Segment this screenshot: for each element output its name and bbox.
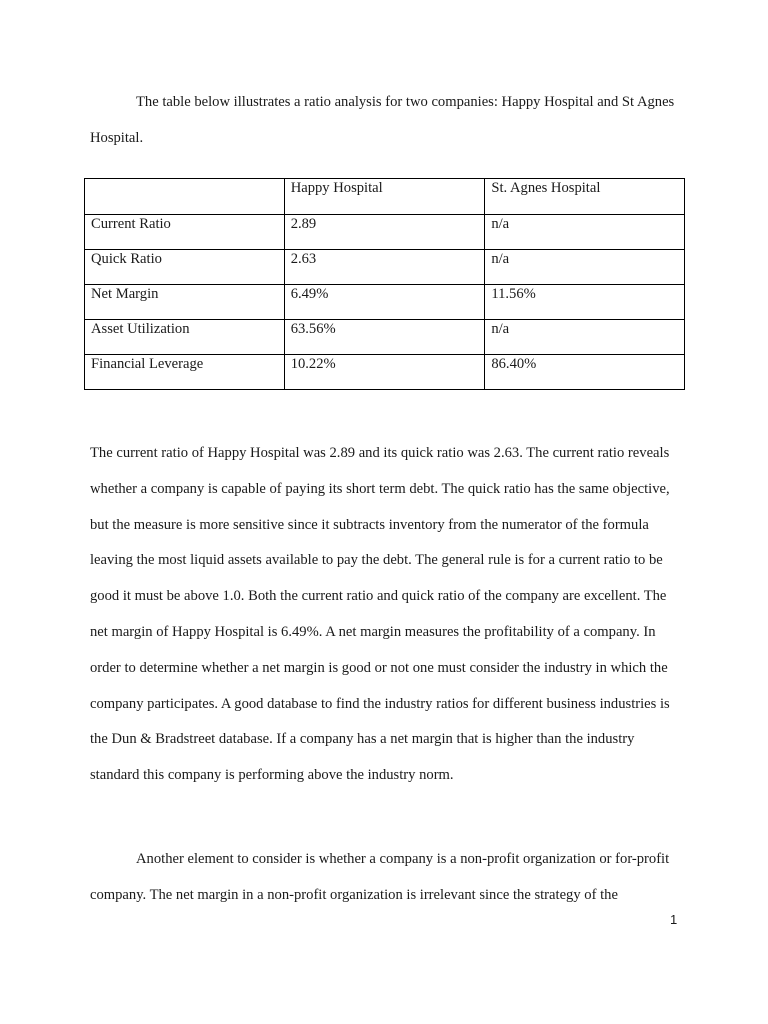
table-row [85,215,685,250]
ratio-table [84,178,685,390]
table-header-cell: St. Agnes Hospital [485,179,685,215]
table-cell: 2.63 [284,250,485,285]
table-cell: 11.56% [485,285,685,320]
body-paragraph-1: The current ratio of Happy Hospital was 2.89 and its quick ratio was 2.63. The current ratio reveals whether a company is capable of paying its short term debt. The quick ratio has the same objective, but the measure is more sensitive since it subtracts inventory from the numerator of the formula leaving the most liquid assets available to pay the debt. The general rule is for a current ratio to be good it must be above 1.0. Both the current ratio and quick ratio of the company are excellent. The net margin of Happy Hospital is 6.49%. A net margin measures the profitability of a company. In order to determine whether a net margin is good or not one must consider the industry in which the company participates. A good database to find the industry ratios for different business industries is the Dun & Bradstreet database. If a company has a net margin that is higher than the industry standard this company is performing above the industry norm. [90,445,670,784]
table-cell: 2.89 [284,215,485,250]
intro-paragraph: The table below illustrates a ratio analysis for two companies: Happy Hospital and St Agnes Hospital. [90,94,675,146]
table-cell: 10.22% [284,355,485,390]
table-cell: n/a [485,250,685,285]
table-row [85,355,685,390]
table-cell: 86.40% [485,355,685,390]
table-row [85,320,685,355]
table-cell: n/a [485,320,685,355]
table-header-cell [85,179,285,215]
table-cell: Quick Ratio [85,250,285,285]
table-cell: Net Margin [85,285,285,320]
table-cell: Financial Leverage [85,355,285,390]
table-cell: 6.49% [284,285,485,320]
table-cell: n/a [485,215,685,250]
body-paragraph-2: Another element to consider is whether a company is a non-profit organization or for-profit company. The net margin in a non-profit organization is irrelevant since the strategy of the [90,851,670,903]
table-cell: Current Ratio [85,215,285,250]
page-number: 1 [670,912,678,927]
table-header-cell: Happy Hospital [284,179,485,215]
table-cell: Asset Utilization [85,320,285,355]
table-cell: 63.56% [284,320,485,355]
table-header-row [85,179,685,215]
table-row [85,250,685,285]
table-row [85,285,685,320]
